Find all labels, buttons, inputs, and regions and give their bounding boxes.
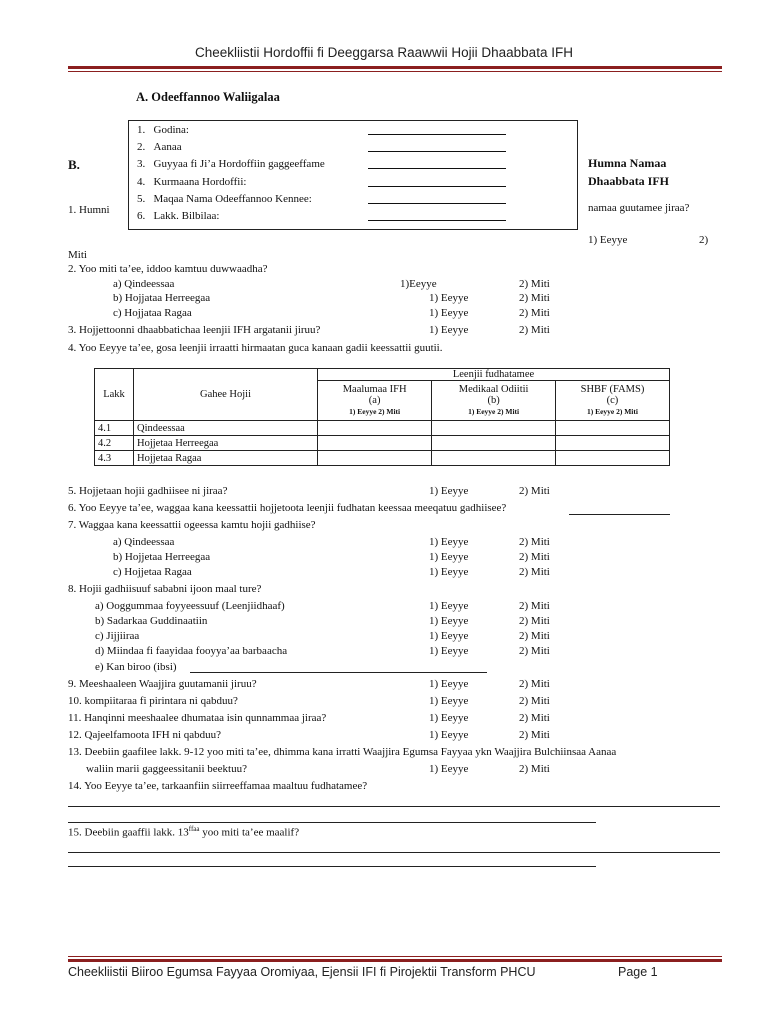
page-number: Page 1 (618, 965, 658, 979)
q3-text: 3. Hojjettoonni dhaabbatichaa leenjii IFH argatanii jiruu? (68, 324, 321, 336)
q7b-yes[interactable]: 1) Eeyye (429, 551, 469, 563)
q8-item: a) Ooggummaa foyyeessuuf (Leenjiidhaaf) (95, 600, 285, 612)
q12-yes[interactable]: 1) Eeyye (429, 729, 469, 741)
cell-input[interactable] (432, 421, 556, 436)
cell-input[interactable] (318, 421, 432, 436)
q3-yes[interactable]: 1) Eeyye (429, 324, 469, 336)
q13-line2: waliin marii gaggeessitanii beektuu? (86, 763, 247, 775)
q7-text: 7. Waggaa kana keessattii ogeessa kamtu hojii gadhiise? (68, 519, 316, 531)
q7a-no[interactable]: 2) Miti (519, 536, 550, 548)
q5-no[interactable]: 2) Miti (519, 485, 550, 497)
q12-no[interactable]: 2) Miti (519, 729, 550, 741)
q11-no[interactable]: 2) Miti (519, 712, 550, 724)
q9-yes[interactable]: 1) Eeyye (429, 678, 469, 690)
cell-input[interactable] (318, 436, 432, 451)
q14-text: 14. Yoo Eeyye ta’ee, tarkaanfiin siirreeffamaa maaltuu fudhatamee? (68, 780, 368, 792)
q1-option-yes[interactable]: 1) Eeyye (588, 234, 628, 246)
field-row: 4. Kurmaana Hordoffii: (137, 176, 247, 188)
q9-no[interactable]: 2) Miti (519, 678, 550, 690)
q2-item: b) Hojjataa Herreegaa (113, 292, 211, 304)
q1-left: 1. Humni (68, 204, 110, 216)
q8b-no[interactable]: 2) Miti (519, 615, 550, 627)
q7c-no[interactable]: 2) Miti (519, 566, 550, 578)
q8-other: e) Kan biroo (ibsi) (95, 661, 177, 673)
q7c-yes[interactable]: 1) Eeyye (429, 566, 469, 578)
q7-item: b) Hojjetaa Herreegaa (113, 551, 211, 563)
q15-answer-line-1[interactable] (68, 852, 720, 853)
section-b-letter: B. (68, 157, 80, 172)
q8-text: 8. Hojii gadhiisuuf sababni ijoon maal ture? (68, 583, 262, 595)
q3-no[interactable]: 2) Miti (519, 324, 550, 336)
section-a-heading: A. Odeeffannoo Waliigalaa (136, 90, 280, 104)
field-row: 1. Godina: (137, 124, 189, 136)
q2-item: c) Hojjataa Ragaa (113, 307, 192, 319)
col-lakk-header: Lakk (95, 369, 134, 421)
q8d-yes[interactable]: 1) Eeyye (429, 645, 469, 657)
q8-other-line[interactable] (190, 672, 487, 673)
q11-text: 11. Hanqinni meeshaalee dhumataa isin qunnammaa jiraa? (68, 712, 327, 724)
phone-input[interactable] (368, 210, 506, 221)
section-b-title-1: Humna Namaa (588, 156, 667, 170)
field-row: 6. Lakk. Bilbilaa: (137, 210, 220, 222)
q2a-no[interactable]: 2) Miti (519, 278, 550, 290)
q2-item: a) Qindeessaa (113, 278, 175, 290)
q1-continued: Miti (68, 249, 87, 261)
q8d-no[interactable]: 2) Miti (519, 645, 550, 657)
q10-yes[interactable]: 1) Eeyye (429, 695, 469, 707)
header-rule-thin (68, 71, 722, 72)
cell-input[interactable] (555, 421, 669, 436)
footer-text: Cheekliistii Biiroo Egumsa Fayyaa Oromiyaa, Ejensii IFI fi Pirojektii Transform PHCU (68, 965, 536, 979)
date-input[interactable] (368, 158, 506, 169)
q1-option-no[interactable]: 2) (699, 234, 709, 246)
godina-input[interactable] (368, 124, 506, 135)
q13-line1: 13. Deebiin gaafilee lakk. 9-12 yoo miti ta’ee, dhimma kana irratti Waajjira Egumsa Fayyaa ykn Waajjira Bulchiinsaa Aanaa (68, 746, 617, 758)
footer-rule-thin (68, 956, 722, 957)
q2c-no[interactable]: 2) Miti (519, 307, 550, 319)
q7-item: a) Qindeessaa (113, 536, 175, 548)
field-row: 2. Aanaa (137, 141, 182, 153)
aanaa-input[interactable] (368, 141, 506, 152)
q11-yes[interactable]: 1) Eeyye (429, 712, 469, 724)
q8b-yes[interactable]: 1) Eeyye (429, 615, 469, 627)
cell-input[interactable] (318, 451, 432, 466)
q8a-no[interactable]: 2) Miti (519, 600, 550, 612)
q2-text: 2. Yoo miti ta’ee, iddoo kamtuu duwwaadha? (68, 263, 268, 275)
q14-answer-line-1[interactable] (68, 806, 720, 807)
q8c-yes[interactable]: 1) Eeyye (429, 630, 469, 642)
q6-text: 6. Yoo Eeyye ta’ee, waggaa kana keessattii hojjetoota leenjii fudhatan keessaa meeqatuu gadhiisee? (68, 502, 507, 514)
sub-header-a: Maalumaa IFH (a) 1) Eeyye 2) Miti (318, 381, 432, 421)
q2c-yes[interactable]: 1) Eeyye (429, 307, 469, 319)
footer-rule-thick (68, 959, 722, 962)
cell-input[interactable] (555, 451, 669, 466)
q2b-yes[interactable]: 1) Eeyye (429, 292, 469, 304)
q15-answer-line-2[interactable] (68, 866, 596, 867)
q8-item: b) Sadarkaa Guddinaatiin (95, 615, 208, 627)
q1-right: namaa guutamee jiraa? (588, 202, 690, 214)
q2a-yes[interactable]: 1)Eeyye (400, 278, 437, 290)
quarter-input[interactable] (368, 176, 506, 187)
cell-input[interactable] (432, 436, 556, 451)
cell-input[interactable] (555, 436, 669, 451)
q13-no[interactable]: 2) Miti (519, 763, 550, 775)
q2b-no[interactable]: 2) Miti (519, 292, 550, 304)
q4-text: 4. Yoo Eeyye ta’ee, gosa leenjii irraatti hirmaatan guca kanaan gadii keessattii guutii. (68, 342, 443, 354)
page-header-title: Cheekliistii Hordoffii fi Deeggarsa Raawwii Hojii Dhaabbata IFH (195, 45, 573, 60)
header-rule-thick (68, 66, 722, 69)
table-row: 4.3 Hojjetaa Ragaa (95, 451, 670, 466)
q8-item: c) Jijjiiraa (95, 630, 140, 642)
q7a-yes[interactable]: 1) Eeyye (429, 536, 469, 548)
training-group-header: Leenjii fudhatamee (318, 369, 670, 381)
q13-yes[interactable]: 1) Eeyye (429, 763, 469, 775)
q15-text: 15. Deebiin gaaffii lakk. $13^{ffaa}$ yoo miti ta’ee maalif? (68, 825, 300, 839)
q14-answer-line-2[interactable] (68, 822, 596, 823)
q10-text: 10. kompiitaraa fi pirintara ni qabduu? (68, 695, 238, 707)
q12-text: 12. Qajeelfamoota IFH ni qabduu? (68, 729, 222, 741)
q8c-no[interactable]: 2) Miti (519, 630, 550, 642)
q7-item: c) Hojjetaa Ragaa (113, 566, 192, 578)
cell-input[interactable] (432, 451, 556, 466)
field-row: 3. Guyyaa fi Ji’a Hordoffiin gaggeeffame (137, 158, 325, 170)
training-table (94, 368, 670, 466)
table-row: 4.2 Hojjetaa Herreegaa (95, 436, 670, 451)
q5-text: 5. Hojjetaan hojii gadhiisee ni jiraa? (68, 485, 228, 497)
col-gahee-header: Gahee Hojii (134, 369, 318, 421)
q9-text: 9. Meeshaaleen Waajjira guutamanii jiruu? (68, 678, 257, 690)
q8a-yes[interactable]: 1) Eeyye (429, 600, 469, 612)
q5-yes[interactable]: 1) Eeyye (429, 485, 469, 497)
field-row: 5. Maqaa Nama Odeeffannoo Kennee: (137, 193, 312, 205)
sub-header-c: SHBF (FAMS) (c) 1) Eeyye 2) Miti (555, 381, 669, 421)
q6-answer-line[interactable] (569, 514, 670, 515)
q7b-no[interactable]: 2) Miti (519, 551, 550, 563)
table-row: 4.1 Qindeessaa (95, 421, 670, 436)
q10-no[interactable]: 2) Miti (519, 695, 550, 707)
section-b-title-2: Dhaabbata IFH (588, 174, 670, 188)
informant-name-input[interactable] (368, 193, 506, 204)
sub-header-b: Medikaal Odiitii (b) 1) Eeyye 2) Miti (432, 381, 556, 421)
q8-item: d) Miindaa fi faayidaa fooyya’aa barbaacha (95, 645, 288, 657)
